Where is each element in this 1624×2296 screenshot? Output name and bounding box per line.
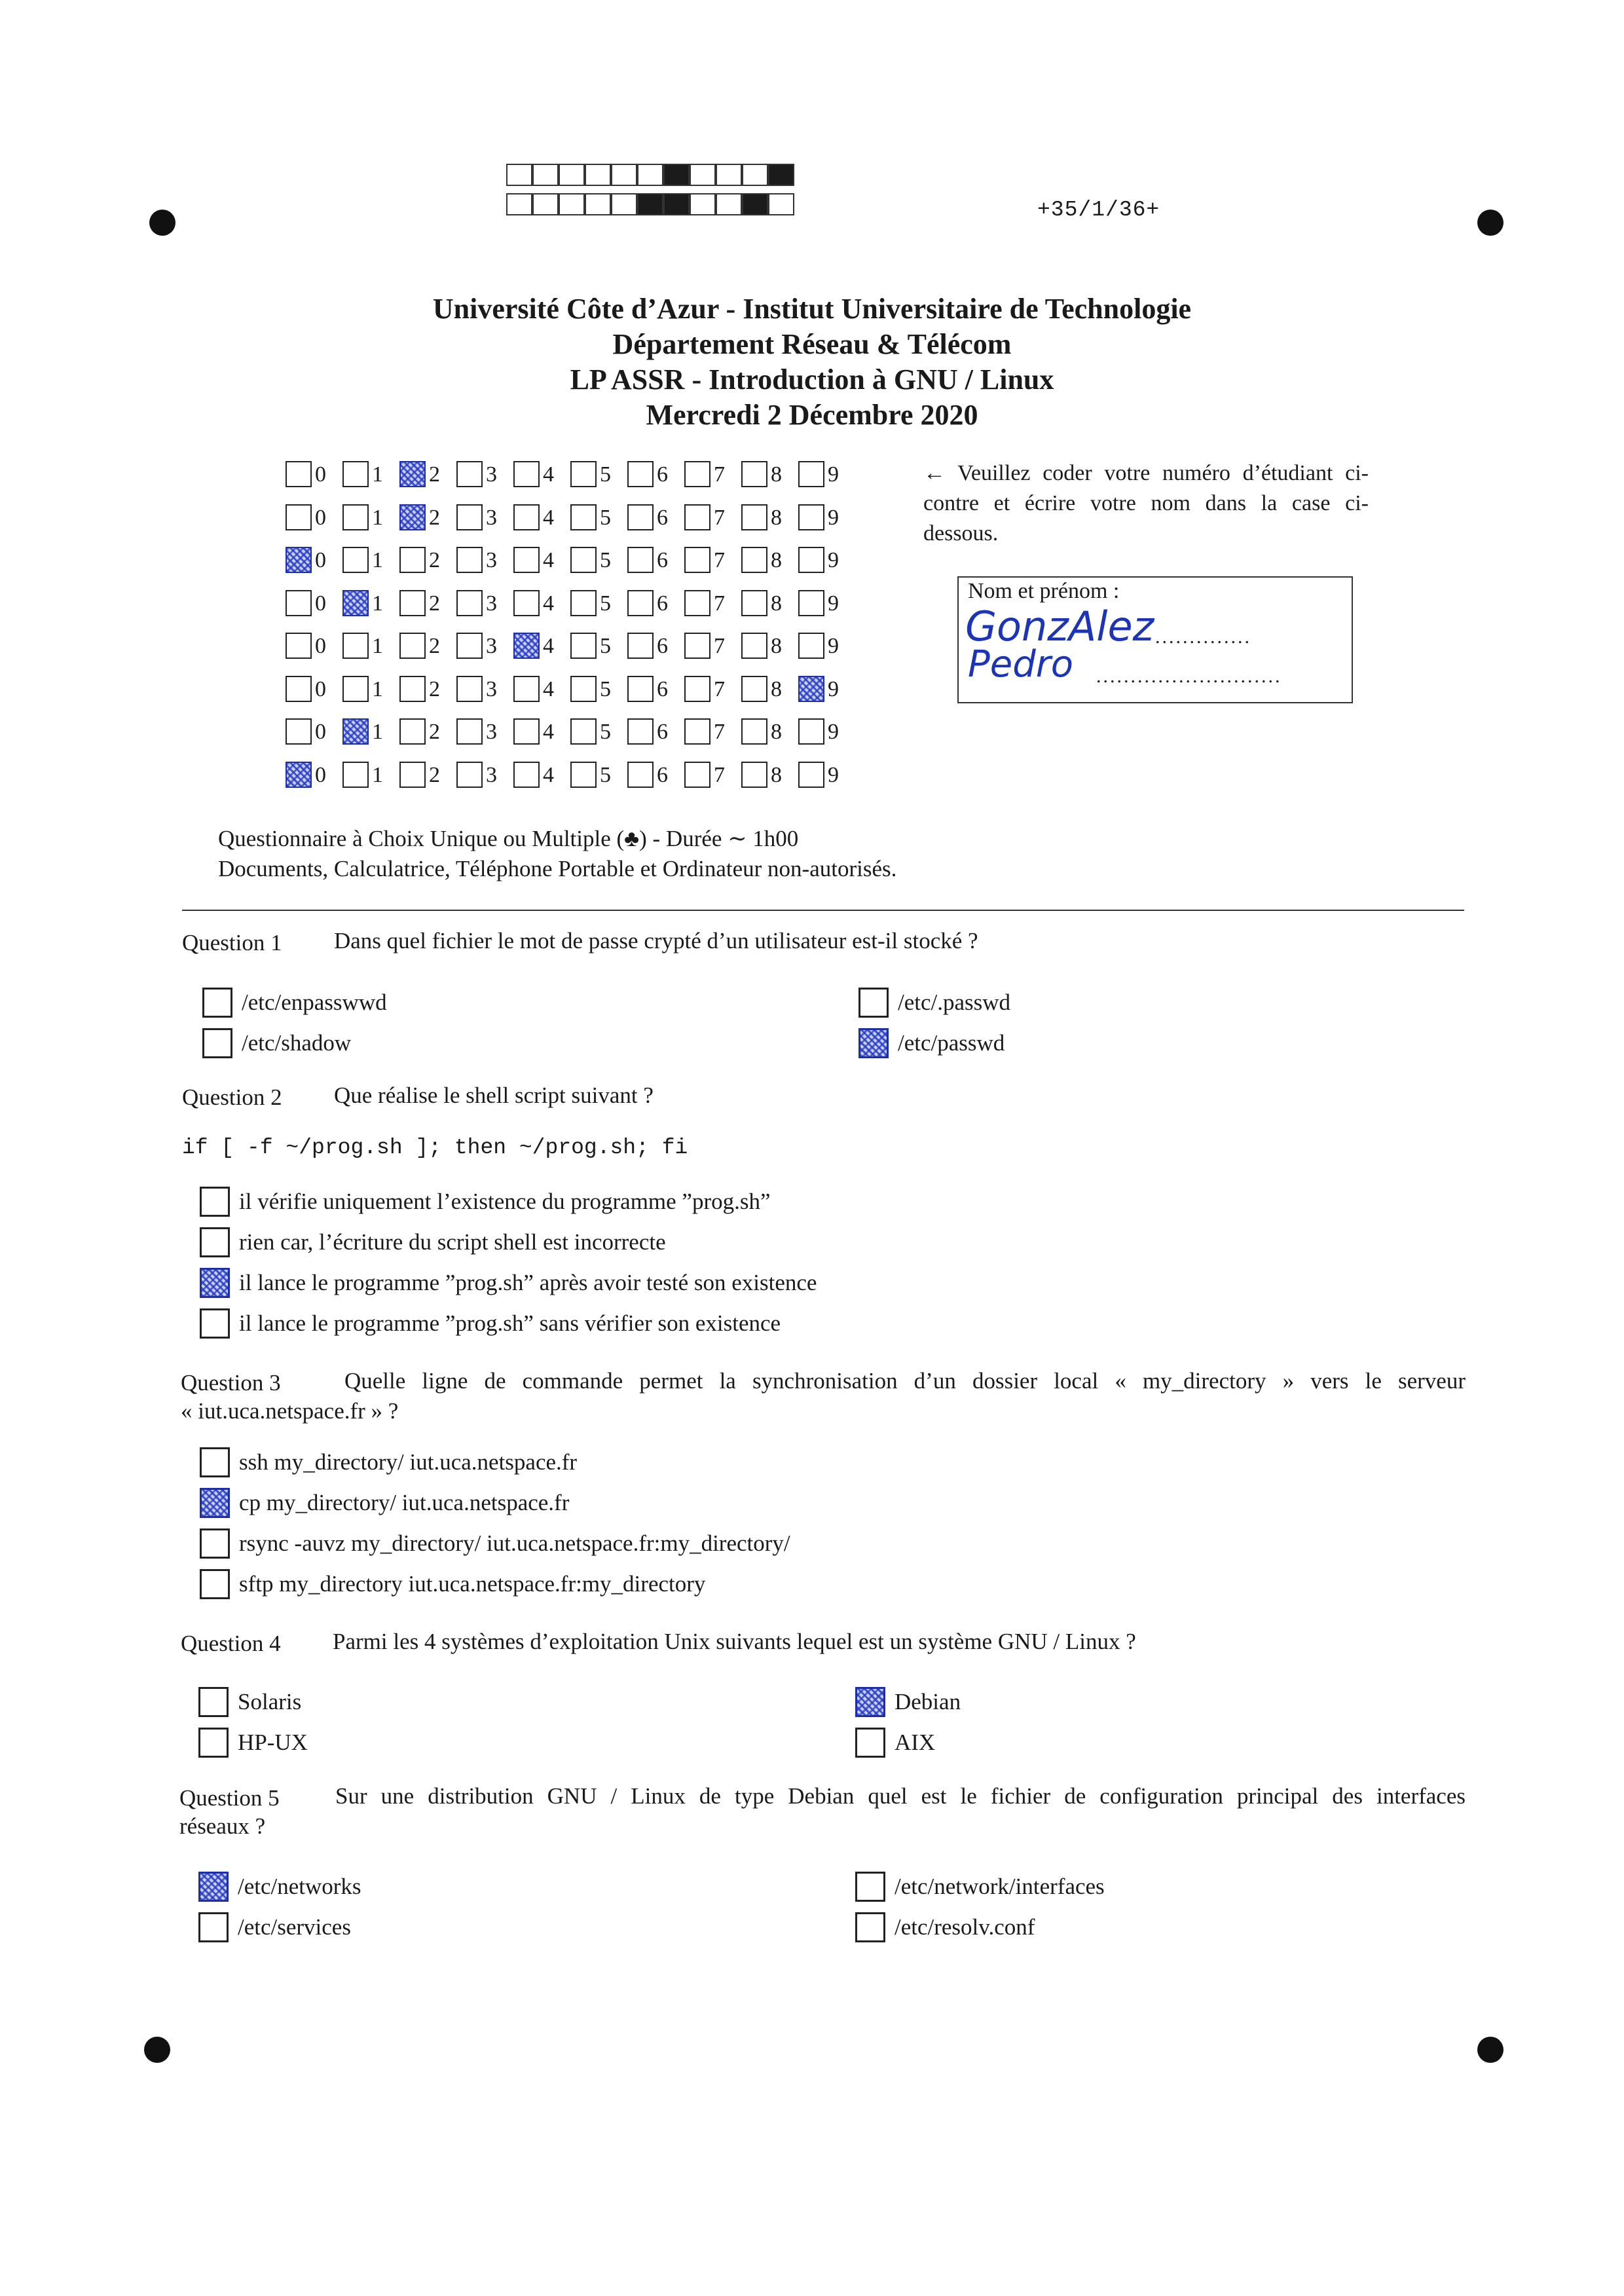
q2-option-3-label: il lance le programme ”prog.sh” après avoir testé son existence [239,1270,817,1295]
digit-checkbox[interactable] [456,461,483,487]
digit-label: 4 [543,462,554,487]
digit-label: 7 [714,720,725,744]
barcode-cell [585,193,611,215]
q2-option-4-label: il lance le programme ”prog.sh” sans vérifier son existence [239,1310,781,1336]
digit-checkbox[interactable] [627,547,654,573]
q3-option-4-checkbox[interactable] [200,1569,230,1599]
q1-option-4-checkbox[interactable] [858,1028,889,1058]
question-2-label: Question 2 [182,1084,282,1110]
digit-label: 0 [315,505,326,530]
digit-checkbox[interactable] [342,547,369,573]
digit-label: 1 [372,676,383,701]
digit-label: 9 [828,720,839,744]
digit-checkbox[interactable] [456,504,483,530]
q4-option-3-label: HP-UX [238,1730,308,1755]
digit-label: 4 [543,591,554,616]
digit-label: 8 [771,634,782,658]
digit-label: 6 [657,591,668,616]
digit-label: 2 [429,591,440,616]
digit-checkbox[interactable] [456,718,483,745]
name-box-title: Nom et prénom : [968,579,1120,603]
digit-checkbox[interactable] [570,590,597,616]
q5-option-2-label: /etc/network/interfaces [895,1874,1105,1899]
registration-mark-top-left [149,210,175,236]
q4-option-4-label: AIX [895,1730,936,1755]
barcode-cell [532,164,559,186]
digit-checkbox[interactable] [627,590,654,616]
digit-label: 3 [486,505,497,530]
header-course: LP ASSR - Introduction à GNU / Linux [570,363,1054,396]
digit-label: 8 [771,762,782,787]
barcode-row-2 [506,193,794,218]
digit-checkbox[interactable] [741,762,767,788]
digit-checkbox[interactable] [570,547,597,573]
student-number-row-3 [286,544,862,577]
q4-option-1-checkbox[interactable] [198,1687,229,1717]
question-5-label: Question 5 [179,1785,280,1811]
question-3-label: Question 3 [181,1370,281,1396]
digit-label: 4 [543,548,554,572]
name-box[interactable] [957,576,1353,703]
question-2-text: Que réalise le shell script suivant ? [334,1083,654,1108]
digit-label: 9 [828,505,839,530]
digit-label: 0 [315,591,326,616]
digit-label: 9 [828,762,839,787]
digit-checkbox[interactable] [513,504,540,530]
digit-label: 8 [771,676,782,701]
digit-label: 2 [429,720,440,744]
digit-checkbox[interactable] [513,718,540,745]
digit-checkbox[interactable] [513,676,540,702]
barcode-cell [532,193,559,215]
q3-option-3-checkbox[interactable] [200,1528,230,1559]
digit-label: 5 [600,676,611,701]
digit-label: 4 [543,676,554,701]
digit-checkbox[interactable] [286,718,312,745]
digit-checkbox[interactable] [798,762,824,788]
q2-option-1-checkbox[interactable] [200,1187,230,1217]
barcode-cell [611,193,637,215]
barcode-cell [559,193,585,215]
barcode-cell [690,193,716,215]
digit-checkbox[interactable] [741,504,767,530]
digit-checkbox[interactable] [286,504,312,530]
question-1-label: Question 1 [182,930,282,955]
student-number-row-4 [286,587,862,620]
q3-option-2-label: cp my_directory/ iut.uca.netspace.fr [239,1490,570,1515]
digit-label: 8 [771,505,782,530]
digit-label: 2 [429,676,440,701]
digit-label: 3 [486,762,497,787]
q4-option-1-label: Solaris [238,1689,302,1714]
barcode-cell [690,164,716,186]
question-2-code: if [ -f ~/prog.sh ]; then ~/prog.sh; fi [182,1136,688,1160]
digit-label: 1 [372,505,383,530]
digit-label: 3 [486,591,497,616]
barcode-cell [663,193,690,215]
q4-option-2-checkbox[interactable] [855,1687,885,1717]
digit-label: 1 [372,720,383,744]
q1-option-4-label: /etc/passwd [898,1030,1005,1056]
digit-checkbox[interactable] [399,718,426,745]
digit-checkbox[interactable] [570,676,597,702]
q2-option-3-checkbox[interactable] [200,1268,230,1298]
name-dotted-line-1: .............. [1155,626,1251,648]
q3-option-4-label: sftp my_directory iut.uca.netspace.fr:my_directory [239,1571,706,1597]
digit-label: 7 [714,548,725,572]
digit-checkbox[interactable] [684,461,710,487]
student-number-row-8 [286,759,862,792]
digit-label: 2 [429,634,440,658]
digit-label: 7 [714,762,725,787]
q1-option-1-checkbox[interactable] [202,988,232,1018]
digit-checkbox[interactable] [513,633,540,659]
digit-checkbox[interactable] [627,461,654,487]
digit-label: 6 [657,720,668,744]
digit-checkbox[interactable] [741,590,767,616]
question-4-text: Parmi les 4 systèmes d’exploitation Unix suivants lequel est un système GNU / Linux ? [333,1629,1136,1654]
digit-checkbox[interactable] [570,504,597,530]
digit-label: 4 [543,762,554,787]
digit-checkbox[interactable] [456,676,483,702]
digit-checkbox[interactable] [513,590,540,616]
digit-checkbox[interactable] [456,547,483,573]
q5-option-3-checkbox[interactable] [198,1912,229,1942]
digit-label: 0 [315,462,326,487]
digit-label: 9 [828,634,839,658]
digit-checkbox[interactable] [798,504,824,530]
barcode-cell [716,193,742,215]
q3-option-1-label: ssh my_directory/ iut.uca.netspace.fr [239,1449,578,1475]
digit-label: 8 [771,462,782,487]
q4-option-4-checkbox[interactable] [855,1728,885,1758]
digit-label: 3 [486,634,497,658]
q3-option-1-checkbox[interactable] [200,1447,230,1477]
digit-checkbox[interactable] [684,590,710,616]
digit-label: 0 [315,634,326,658]
digit-label: 7 [714,676,725,701]
digit-label: 5 [600,548,611,572]
digit-checkbox[interactable] [798,547,824,573]
q5-option-1-checkbox[interactable] [198,1872,229,1902]
student-number-row-1 [286,458,862,491]
digit-checkbox[interactable] [570,718,597,745]
digit-label: 5 [600,505,611,530]
digit-label: 9 [828,548,839,572]
registration-mark-bottom-left [144,2037,170,2063]
digit-label: 8 [771,720,782,744]
digit-checkbox[interactable] [286,633,312,659]
digit-checkbox[interactable] [570,633,597,659]
digit-checkbox[interactable] [627,633,654,659]
digit-label: 7 [714,634,725,658]
q1-option-2-checkbox[interactable] [858,988,889,1018]
digit-checkbox[interactable] [741,633,767,659]
q2-option-2-checkbox[interactable] [200,1227,230,1257]
digit-checkbox[interactable] [456,590,483,616]
barcode-cell [506,164,532,186]
digit-checkbox[interactable] [342,590,369,616]
digit-label: 4 [543,720,554,744]
handwritten-first-name: Pedro [968,643,1074,686]
digit-checkbox[interactable] [570,762,597,788]
grid-instructions: ← Veuillez coder votre numéro d’étudiant ci-contre et écrire votre nom dans la case ci-dessous. [923,461,1369,546]
barcode-cell [559,164,585,186]
digit-checkbox[interactable] [342,762,369,788]
digit-checkbox[interactable] [286,676,312,702]
q3-option-2-checkbox[interactable] [200,1488,230,1518]
digit-label: 2 [429,548,440,572]
digit-checkbox[interactable] [456,762,483,788]
q1-option-3-label: /etc/shadow [242,1030,352,1056]
digit-checkbox[interactable] [798,633,824,659]
digit-checkbox[interactable] [798,676,824,702]
digit-checkbox[interactable] [627,762,654,788]
digit-label: 5 [600,462,611,487]
q2-option-2-label: rien car, l’écriture du script shell est incorrecte [239,1229,666,1255]
digit-label: 1 [372,762,383,787]
digit-label: 4 [543,634,554,658]
q1-option-2-label: /etc/.passwd [898,990,1011,1015]
digit-label: 1 [372,462,383,487]
digit-checkbox[interactable] [286,547,312,573]
digit-checkbox[interactable] [627,718,654,745]
barcode-cell [768,164,794,186]
digit-label: 5 [600,634,611,658]
digit-label: 1 [372,591,383,616]
question-4-label: Question 4 [181,1631,281,1656]
exam-info-line-2: Documents, Calculatrice, Téléphone Portable et Ordinateur non-autorisés. [218,856,897,881]
digit-label: 6 [657,548,668,572]
exam-info-line-1: Questionnaire à Choix Unique ou Multiple (♣) - Durée ∼ 1h00 [218,826,799,851]
digit-checkbox[interactable] [399,590,426,616]
barcode-cell [768,193,794,215]
q5-option-1-label: /etc/networks [238,1874,361,1899]
header-date: Mercredi 2 Décembre 2020 [646,399,978,431]
student-number-row-5 [286,630,862,663]
q2-option-4-checkbox[interactable] [200,1308,230,1339]
digit-label: 0 [315,762,326,787]
digit-label: 6 [657,762,668,787]
digit-checkbox[interactable] [684,762,710,788]
digit-checkbox[interactable] [741,718,767,745]
digit-checkbox[interactable] [798,461,824,487]
digit-label: 3 [486,720,497,744]
digit-checkbox[interactable] [342,461,369,487]
q4-option-2-label: Debian [895,1689,961,1714]
digit-checkbox[interactable] [399,762,426,788]
q4-option-3-checkbox[interactable] [198,1728,229,1758]
header-university: Université Côte d’Azur - Institut Universitaire de Technologie [432,293,1192,325]
question-5-text-line-2: réseaux ? [179,1813,266,1839]
digit-checkbox[interactable] [684,676,710,702]
question-3-text-line-1: Quelle ligne de commande permet la synchronisation d’un dossier local « my_directory » vers le serveur [344,1368,1466,1394]
digit-checkbox[interactable] [684,718,710,745]
barcode-cell [637,193,663,215]
digit-checkbox[interactable] [513,762,540,788]
digit-label: 3 [486,462,497,487]
digit-label: 3 [486,676,497,701]
header-department: Département Réseau & Télécom [612,328,1012,360]
digit-label: 8 [771,548,782,572]
question-3-text-line-2: « iut.uca.netspace.fr » ? [181,1398,399,1424]
digit-checkbox[interactable] [798,718,824,745]
q5-option-2-checkbox[interactable] [855,1872,885,1902]
student-number-row-7 [286,716,862,749]
digit-label: 5 [600,591,611,616]
barcode-row-1 [506,164,794,189]
digit-checkbox[interactable] [342,633,369,659]
digit-label: 0 [315,548,326,572]
digit-checkbox[interactable] [399,676,426,702]
digit-checkbox[interactable] [513,461,540,487]
q3-option-3-label: rsync -auvz my_directory/ iut.uca.netspace.fr:my_directory/ [239,1530,790,1556]
digit-label: 1 [372,634,383,658]
barcode-cell [742,193,768,215]
digit-label: 9 [828,462,839,487]
digit-label: 5 [600,720,611,744]
digit-label: 0 [315,676,326,701]
digit-checkbox[interactable] [399,461,426,487]
digit-label: 9 [828,676,839,701]
digit-checkbox[interactable] [399,504,426,530]
q5-option-4-label: /etc/resolv.conf [895,1914,1035,1940]
barcode-cell [637,164,663,186]
name-dotted-line-2: ........................... [1096,665,1282,687]
digit-checkbox[interactable] [684,633,710,659]
student-number-row-2 [286,502,862,534]
digit-checkbox[interactable] [342,676,369,702]
question-5-text-line-1: Sur une distribution GNU / Linux de type Debian quel est le fichier de configuration principal des interfaces [335,1783,1466,1809]
page-id: +35/1/36+ [1037,198,1160,222]
barcode-cell [663,164,690,186]
digit-label: 4 [543,505,554,530]
question-1-text: Dans quel fichier le mot de passe crypté d’un utilisateur est-il stocké ? [334,928,978,954]
digit-label: 3 [486,548,497,572]
registration-mark-top-right [1477,210,1504,236]
divider [182,910,1464,911]
digit-label: 2 [429,462,440,487]
digit-label: 7 [714,591,725,616]
digit-checkbox[interactable] [798,590,824,616]
q2-option-1-label: il vérifie uniquement l’existence du programme ”prog.sh” [239,1189,771,1214]
digit-label: 2 [429,762,440,787]
q1-option-3-checkbox[interactable] [202,1028,232,1058]
barcode-cell [506,193,532,215]
digit-checkbox[interactable] [399,633,426,659]
digit-checkbox[interactable] [456,633,483,659]
digit-label: 0 [315,720,326,744]
digit-label: 7 [714,505,725,530]
digit-label: 6 [657,634,668,658]
digit-checkbox[interactable] [741,461,767,487]
digit-checkbox[interactable] [342,504,369,530]
digit-checkbox[interactable] [399,547,426,573]
digit-checkbox[interactable] [741,676,767,702]
digit-checkbox[interactable] [627,676,654,702]
digit-label: 1 [372,548,383,572]
digit-label: 5 [600,762,611,787]
digit-checkbox[interactable] [513,547,540,573]
digit-checkbox[interactable] [684,547,710,573]
digit-label: 6 [657,505,668,530]
barcode-cell [611,164,637,186]
barcode-cell [742,164,768,186]
digit-label: 6 [657,676,668,701]
barcode-cell [716,164,742,186]
digit-checkbox[interactable] [286,590,312,616]
q5-option-3-label: /etc/services [238,1914,351,1940]
digit-checkbox[interactable] [741,547,767,573]
q5-option-4-checkbox[interactable] [855,1912,885,1942]
q1-option-1-label: /etc/enpasswwd [242,990,387,1015]
digit-checkbox[interactable] [684,504,710,530]
exam-header [0,291,1624,433]
digit-checkbox[interactable] [570,461,597,487]
registration-mark-bottom-right [1477,2037,1504,2063]
digit-checkbox[interactable] [627,504,654,530]
handwritten-last-name: GonzAlez [965,602,1154,650]
digit-label: 7 [714,462,725,487]
digit-label: 6 [657,462,668,487]
digit-checkbox[interactable] [342,718,369,745]
student-number-row-6 [286,673,862,706]
digit-checkbox[interactable] [286,461,312,487]
digit-label: 9 [828,591,839,616]
digit-label: 2 [429,505,440,530]
digit-label: 8 [771,591,782,616]
barcode-cell [585,164,611,186]
digit-checkbox[interactable] [286,762,312,788]
